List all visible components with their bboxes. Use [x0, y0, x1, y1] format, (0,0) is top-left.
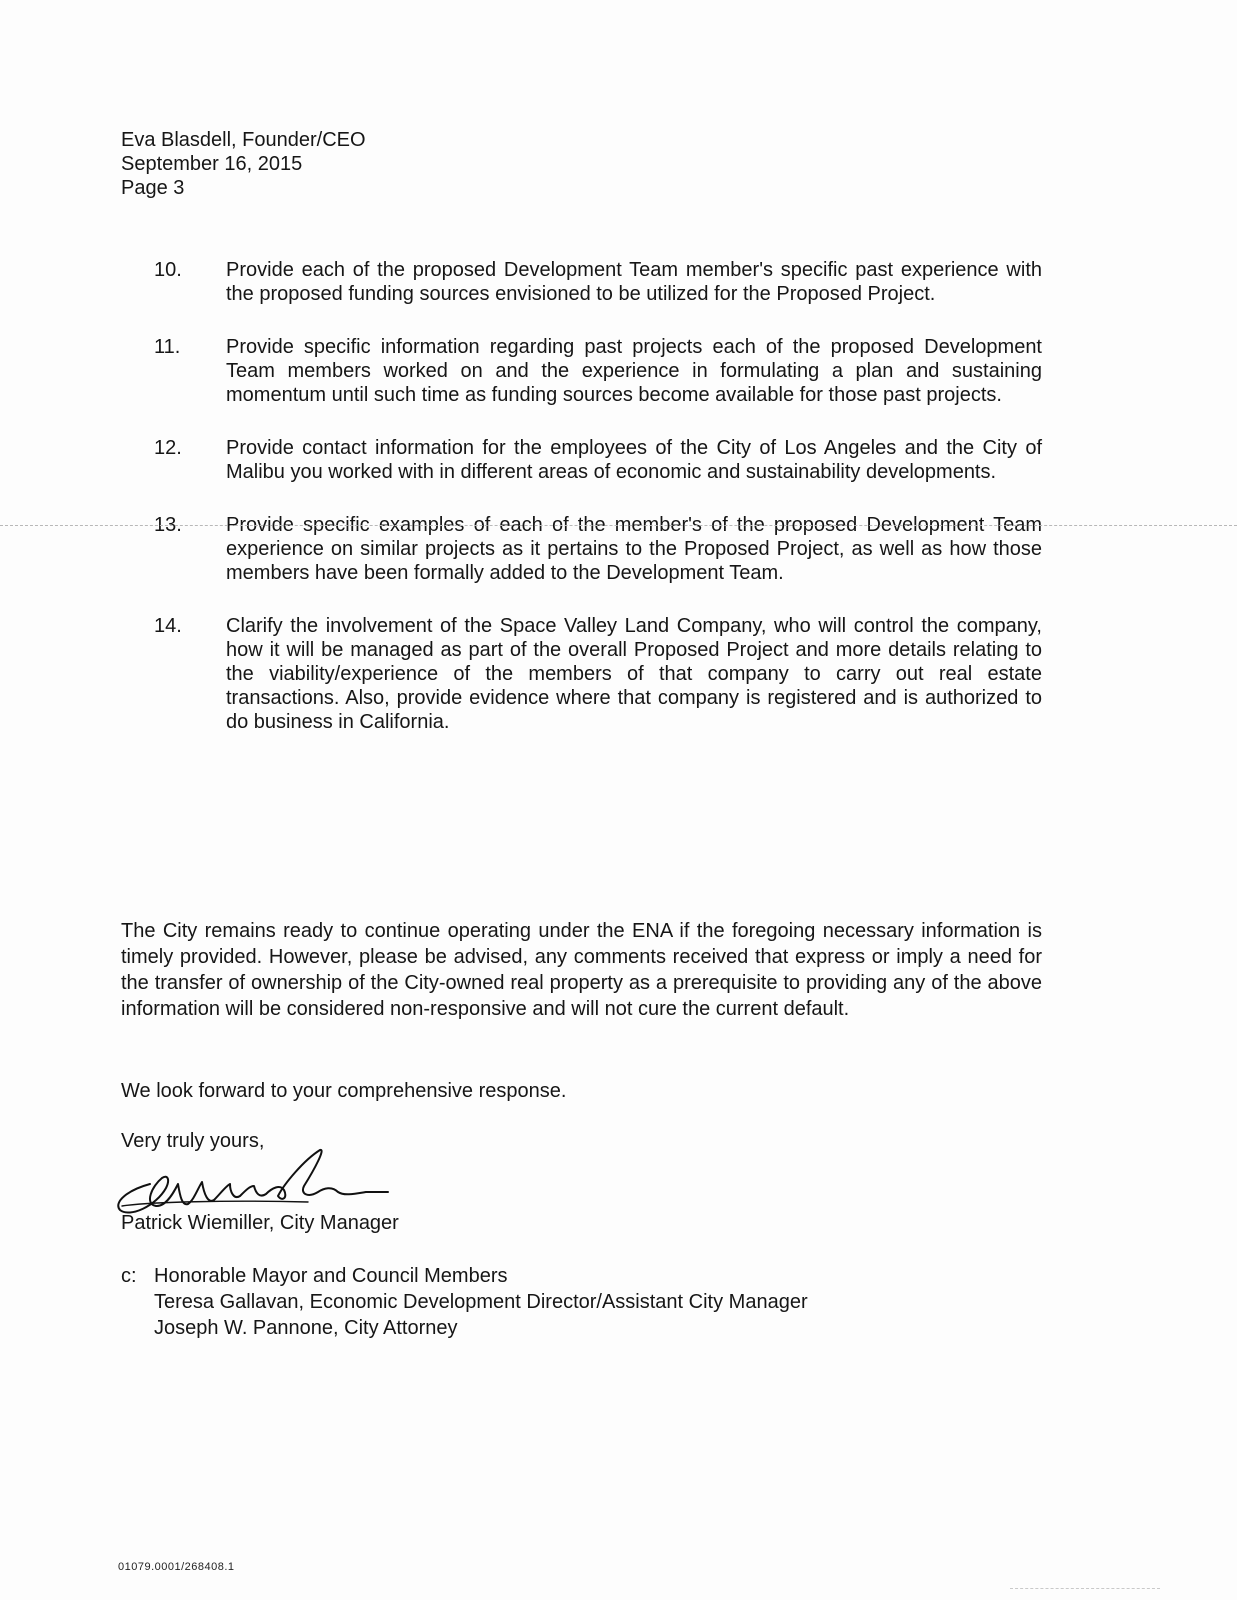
list-item	[154, 614, 1042, 734]
recipient-line: Eva Blasdell, Founder/CEO	[121, 129, 366, 151]
cc-recipient: Honorable Mayor and Council Members	[154, 1265, 508, 1287]
item-text: Provide contact information for the employees of the City of Los Angeles and the City of Malibu you worked with in different areas of economic and sustainability developments.	[226, 437, 1042, 483]
cc-recipient: Joseph W. Pannone, City Attorney	[154, 1317, 458, 1339]
item-number: 11.	[154, 336, 181, 358]
cc-recipient: Teresa Gallavan, Economic Development Director/Assistant City Manager	[154, 1291, 808, 1313]
numbered-list	[154, 258, 1042, 763]
letter-header	[121, 128, 366, 200]
cc-recipients	[154, 1263, 808, 1341]
list-item	[154, 436, 1042, 484]
cc-block	[121, 1263, 808, 1341]
document-code: 01079.0001/268408.1	[118, 1561, 235, 1573]
item-text: Provide specific examples of each of the member's of the proposed Development Team experience on similar projects as it pertains to the Proposed Project, as well as how those members have been formally added to the Development Team.	[226, 514, 1042, 584]
item-number: 10.	[154, 259, 182, 281]
cc-label: c:	[121, 1265, 137, 1287]
list-item	[154, 258, 1042, 306]
scan-artifact	[1010, 1588, 1160, 1589]
signature-image	[108, 1140, 408, 1220]
scan-fold-line	[0, 525, 1237, 526]
item-text: Provide specific information regarding past projects each of the proposed Development Team members worked on and the experience in formulating a plan and sustaining momentum until such time as funding sources become available for those past projects.	[226, 336, 1042, 406]
list-item	[154, 513, 1042, 585]
date-line: September 16, 2015	[121, 153, 303, 175]
valediction: Very truly yours,	[121, 1130, 265, 1152]
item-text: Provide each of the proposed Development Team member's specific past experience with the proposed funding sources envisioned to be utilized for the Proposed Project.	[226, 259, 1042, 305]
list-item	[154, 335, 1042, 407]
item-number: 13.	[154, 514, 182, 536]
item-number: 12.	[154, 437, 182, 459]
item-number: 14.	[154, 615, 182, 637]
closing-paragraph: The City remains ready to continue operating under the ENA if the foregoing necessary information is timely provided. However, please be advised, any comments received that express or imply a need for the transfer of ownership of the City-owned real property as a prerequisite to providing any of the above information will be considered non-responsive and will not cure the current default.	[121, 920, 1042, 1020]
page-number: Page 3	[121, 177, 185, 199]
look-forward-line: We look forward to your comprehensive response.	[121, 1080, 567, 1102]
item-text: Clarify the involvement of the Space Valley Land Company, who will control the company, how it will be managed as part of the overall Proposed Project and more details relating to the viability/experience of the members of that company to carry out real estate transactions. Also, provide evidence where that company is registered and is authorized to do business in California.	[226, 615, 1042, 733]
signer-name: Patrick Wiemiller, City Manager	[121, 1212, 399, 1234]
